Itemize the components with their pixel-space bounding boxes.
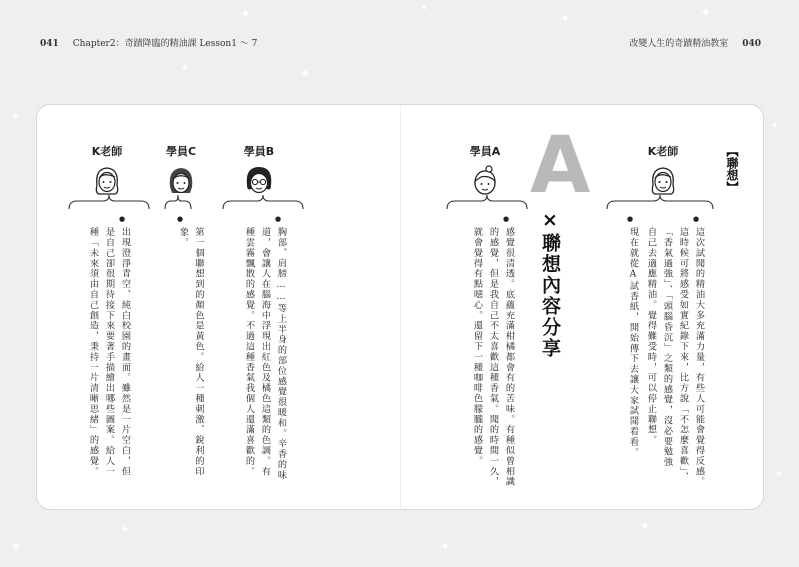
content-card [36,104,764,510]
speaker-name: K老師 [647,145,679,158]
book-title: 改變人生的奇蹟精油教室 [629,39,729,49]
sparkle-icon: ✦ [700,5,712,21]
bullet-icon: ● [177,215,184,223]
sparkle-icon: ✦ [640,519,651,533]
speaker-name: 學員C [165,145,197,158]
text-column: 就會覺得有點噁心。還留下一種咖啡色朦朧的感覺。 [471,227,483,467]
speech-brace [445,193,529,211]
text-column: 感覺很清透。底蘊充滿柑橘都會有的苦味。有種似曾相識 [503,227,515,487]
speaker-student-b [229,143,289,199]
section-letter: A [530,121,591,211]
chapter-title: Chapter2：奇蹟降臨的精油課 Lesson1 ～ 7 [72,39,258,49]
page-number-right: 040 [742,39,761,49]
bullet-icon: ● [503,215,510,223]
text-column: 現在就從A試香紙，開始傳下去讓大家試聞看看。 [627,227,639,458]
sparkle-icon: ✦ [10,539,22,555]
bullet-icon: ● [119,215,126,223]
text-column: 種「未來須由自己創造，秉持一片清晰思緒」的感覺。 [87,227,99,477]
sparkle-icon: ✦ [120,523,130,536]
text-column: 這次試聞的精油大多充滿力量，有些人可能會覺得反感。 [693,227,705,487]
text-column: 種雲霧飄散的感覺。不過這種香氣我個人還滿喜歡的。 [243,227,255,477]
page-gutter [400,105,401,509]
sparkle-icon: ✦ [560,11,571,25]
speech-brace [605,193,715,211]
page-header-right [629,36,761,49]
page-number-left: 041 [40,39,59,49]
section-title: ×聯想內容分享 [539,209,561,359]
bullet-icon: ● [275,215,282,223]
speaker-student-c [151,143,211,199]
text-column: 出現澄淨青空、純白校園的畫面。雖然是一片空白，但 [119,227,131,477]
section-tag: 【聯想】 [725,145,739,193]
speaker-teacher-right [633,143,693,199]
speaker-student-a [455,143,515,199]
sparkle-icon: ✦ [300,67,311,82]
speaker-teacher-left [77,143,137,199]
speaker-name: K老師 [91,145,123,158]
text-column: 第一個聯想到的顏色是黃色。給人一種刺激、銳利的印象。 [177,227,204,477]
bullet-icon: ● [627,215,634,223]
text-column: 是自己卻很期待接下來要著手描繪出哪些圖案。給人一 [103,227,115,477]
sparkle-icon: ✦ [10,109,21,123]
bullet-icon: ● [693,215,700,223]
text-column: 自己去適應精油。覺得難受時，可以停止聯想。 [645,227,657,446]
speech-brace [67,193,151,211]
sparkle-icon: ✦ [180,61,190,74]
sparkle-icon: ✦ [240,7,251,22]
text-column: 道，會讓人在腦海中浮現出紅色及橘色這類的色調。有 [259,227,271,477]
text-column: 這時候可將感受如實紀錄下來，比方說「不怎麼喜歡」、 [677,227,689,483]
text-column: 的感覺，但是我自己不太喜歡這種香氣。聞的時間一久， [487,227,499,487]
page-header-left [40,36,257,49]
speaker-name: 學員B [243,145,275,158]
sparkle-icon: ✦ [440,539,451,553]
speaker-name: 學員A [469,145,501,158]
speech-brace [163,193,193,211]
speech-brace [221,193,305,211]
text-column: 胸部、肩膀……等上半身的部位感覺很暖和。辛香的味 [275,227,287,481]
text-column: 「香氣過強」、「頭腦昏沉」之類的感覺，沒必要勉強 [661,227,673,468]
sparkle-icon: ✦ [420,3,429,14]
sparkle-icon: ✦ [770,119,780,132]
sparkle-icon: ✦ [775,469,784,480]
